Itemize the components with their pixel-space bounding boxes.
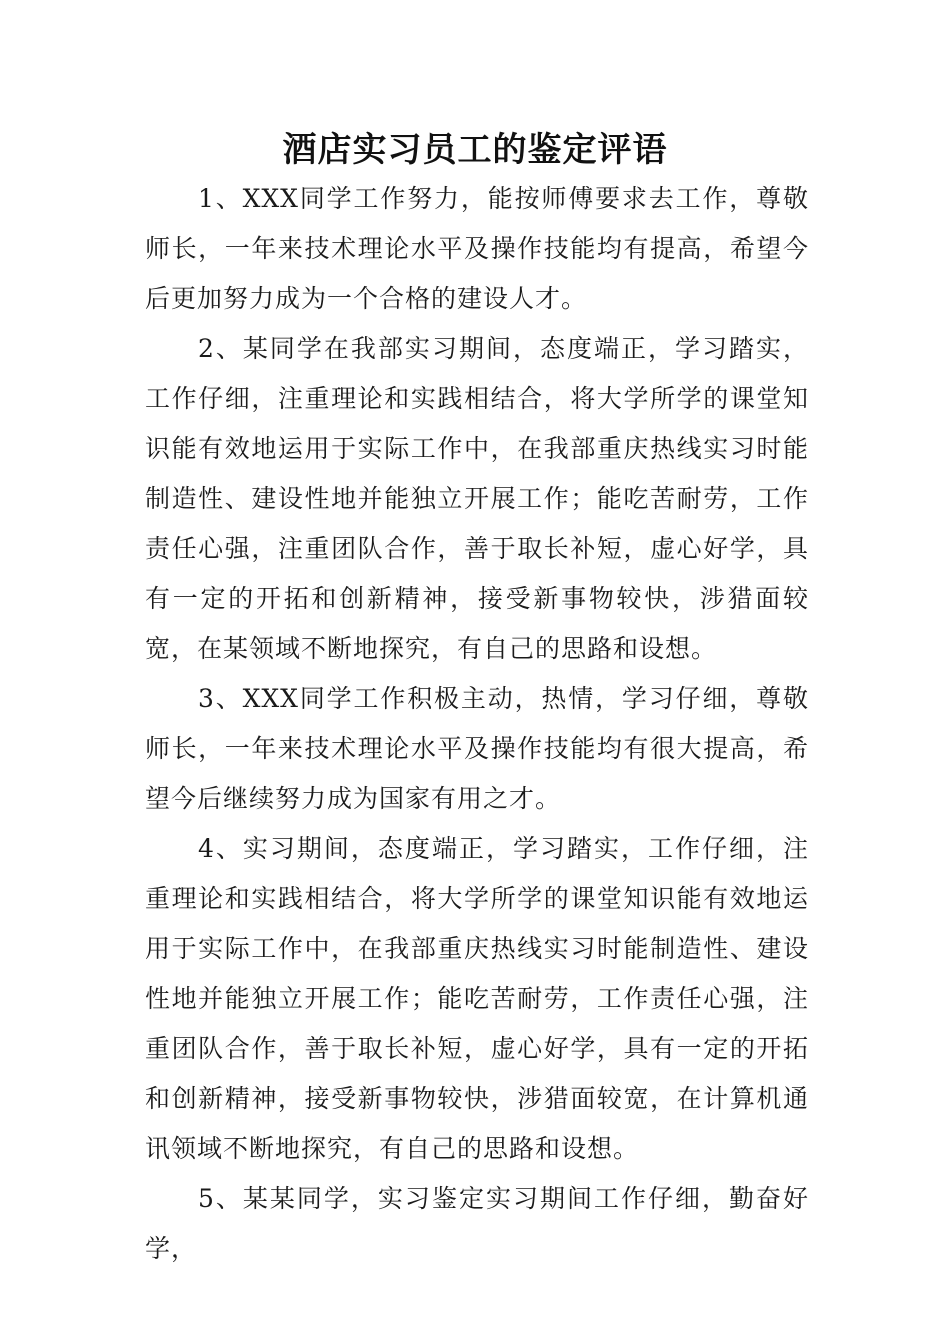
document-body	[145, 174, 809, 1274]
paragraph-5: 5、某某同学，实习鉴定实习期间工作仔细，勤奋好学，	[145, 1184, 809, 1263]
paragraph-3: 3、XXX同学工作积极主动，热情，学习仔细，尊敬师长，一年来技术理论水平及操作技能均有很大提高，希望今后继续努力成为国家有用之才。	[145, 684, 809, 813]
paragraph-4: 4、实习期间，态度端正，学习踏实，工作仔细，注重理论和实践相结合，将大学所学的课堂知识能有效地运用于实际工作中，在我部重庆热线实习时能制造性、建设性地并能独立开展工作；能吃苦耐劳，工作责任心强，注重团队合作，善于取长补短，虚心好学，具有一定的开拓和创新精神，接受新事物较快，涉猎面较宽，在计算机通讯领域不断地探究，有自己的思路和设想。	[145, 834, 809, 1163]
document-title: 酒店实习员工的鉴定评语	[282, 130, 668, 170]
paragraph-2: 2、某同学在我部实习期间，态度端正，学习踏实，工作仔细，注重理论和实践相结合，将大学所学的课堂知识能有效地运用于实际工作中，在我部重庆热线实习时能制造性、建设性地并能独立开展工作；能吃苦耐劳，工作责任心强，注重团队合作，善于取长补短，虚心好学，具有一定的开拓和创新精神，接受新事物较快，涉猎面较宽，在某领域不断地探究，有自己的思路和设想。	[145, 334, 809, 663]
paragraph-1: 1、XXX同学工作努力，能按师傅要求去工作，尊敬师长，一年来技术理论水平及操作技能均有提高，希望今后更加努力成为一个合格的建设人才。	[145, 184, 809, 313]
